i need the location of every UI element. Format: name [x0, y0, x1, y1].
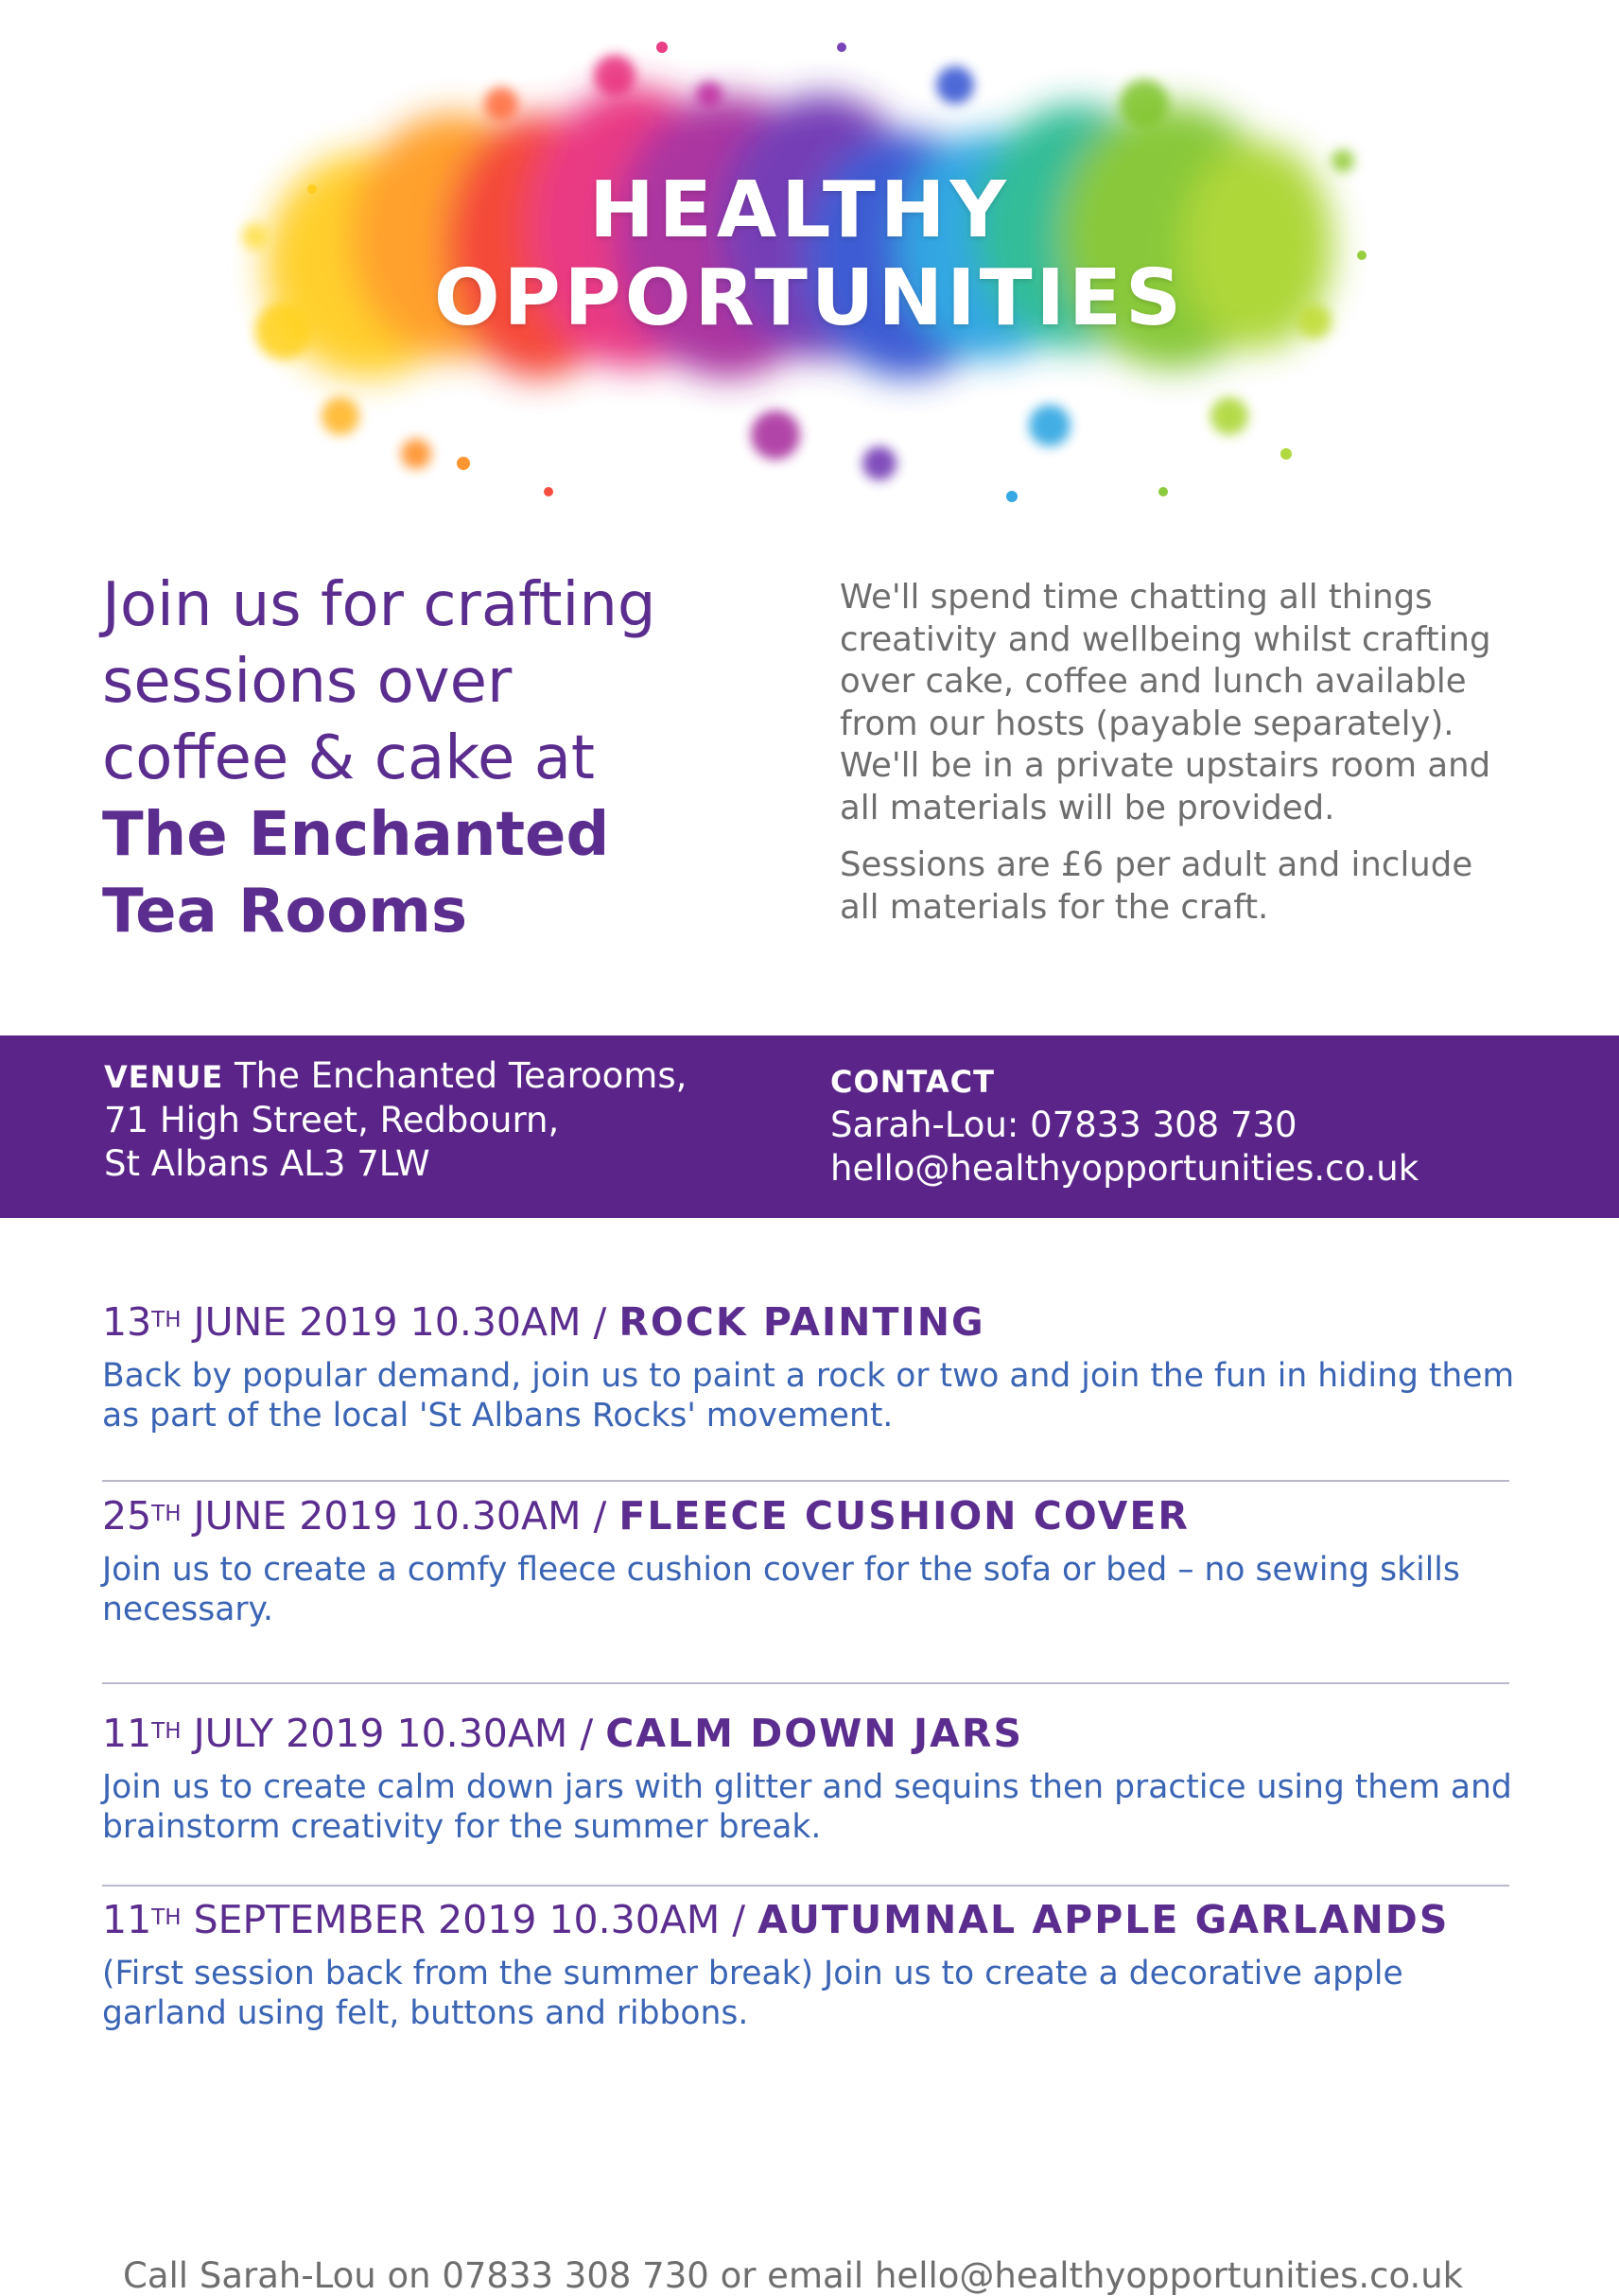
- session-divider: [102, 1885, 1509, 1887]
- session-day: 11: [102, 1897, 152, 1942]
- session-item: [102, 1489, 1521, 1629]
- contact-block: [830, 1060, 1587, 1191]
- intro-paragraph: We'll spend time chatting all things creativity and wellbeing whilst crafting over cake, coffee and lunch available from our hosts (payable separately). We'll be in a private upstairs room and all materials will be provided.: [840, 578, 1491, 827]
- logo-title-line2: OPPORTUNITIES: [433, 253, 1186, 343]
- session-day-suffix: TH: [151, 1905, 182, 1930]
- session-title: CALM DOWN JARS: [605, 1711, 1024, 1756]
- session-datetime: JULY 2019 10.30AM /: [181, 1711, 606, 1756]
- session-day: 13: [102, 1299, 152, 1345]
- venue-label: VENUE: [104, 1059, 224, 1095]
- contact-label: CONTACT: [830, 1064, 995, 1100]
- headline-line: sessions over: [102, 647, 513, 717]
- session-datetime: SEPTEMBER 2019 10.30AM /: [181, 1897, 758, 1942]
- session-divider: [102, 1682, 1509, 1684]
- session-title: ROCK PAINTING: [618, 1299, 985, 1345]
- session-datetime: JUNE 2019 10.30AM /: [181, 1299, 619, 1345]
- session-title: AUTUMNAL APPLE GARLANDS: [757, 1897, 1450, 1942]
- venue-contact-band: [0, 1035, 1619, 1218]
- session-day: 11: [102, 1711, 152, 1756]
- session-heading: [102, 1489, 1521, 1542]
- session-heading: [102, 1893, 1521, 1946]
- headline-line: coffee & cake at: [102, 723, 595, 793]
- venue-block: [104, 1054, 766, 1186]
- contact-phone: Sarah-Lou: 07833 308 730: [830, 1105, 1297, 1145]
- contact-email: hello@healthyopportunities.co.uk: [830, 1148, 1419, 1189]
- session-description: Back by popular demand, join us to paint a rock or two and join the fun in hiding them as part of the local 'St Albans Rocks' movement.: [102, 1357, 1515, 1435]
- footer-contact-line: Call Sarah-Lou on 07833 308 730 or email hello@healthyopportunities.co.uk: [123, 2255, 1464, 2296]
- session-heading: [102, 1296, 1521, 1348]
- session-day-suffix: TH: [151, 1719, 182, 1744]
- intro-description: [840, 577, 1521, 944]
- session-description: Join us to create calm down jars with glitter and sequins then practice using them and brainstorm creativity for the summer break.: [102, 1768, 1512, 1846]
- session-item: [102, 1707, 1521, 1847]
- session-title: FLEECE CUSHION COVER: [618, 1493, 1190, 1539]
- session-description: Join us to create a comfy fleece cushion cover for the sofa or bed – no sewing skills necessary.: [102, 1551, 1460, 1628]
- intro-headline: [102, 567, 764, 950]
- session-day-suffix: TH: [151, 1502, 182, 1526]
- venue-name-line: Tea Rooms: [102, 877, 468, 947]
- venue-line: 71 High Street, Redbourn,: [104, 1100, 560, 1140]
- session-divider: [102, 1480, 1509, 1482]
- session-heading: [102, 1707, 1521, 1760]
- session-item: [102, 1296, 1521, 1435]
- pricing-paragraph: Sessions are £6 per adult and include all materials for the craft.: [840, 845, 1473, 927]
- session-day-suffix: TH: [151, 1308, 182, 1332]
- venue-name-line: The Enchanted: [102, 800, 610, 870]
- session-datetime: JUNE 2019 10.30AM /: [181, 1493, 619, 1539]
- session-item: [102, 1893, 1521, 2033]
- headline-line: Join us for crafting: [102, 570, 656, 640]
- venue-line: The Enchanted Tearooms,: [235, 1055, 688, 1096]
- session-description: (First session back from the summer break) Join us to create a decorative apple garland using felt, buttons and ribbons.: [102, 1955, 1403, 2032]
- logo-title-line1: HEALTHY: [589, 165, 1011, 255]
- venue-line: St Albans AL3 7LW: [104, 1143, 430, 1184]
- session-day: 25: [102, 1493, 152, 1539]
